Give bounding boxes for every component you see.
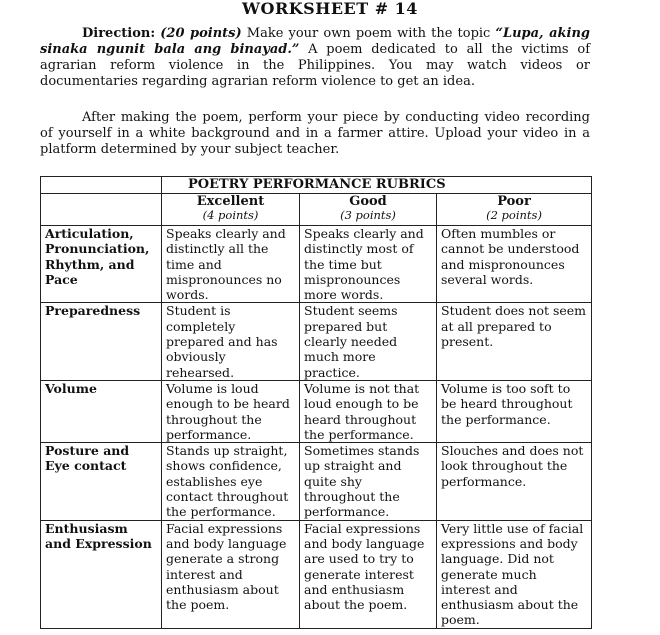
poor-cell: Slouches and does not look throughout the performance. [437,443,592,520]
good-cell: Sometimes stands up straight and quite shy throughout the performance. [300,443,437,520]
column-label: Excellent [196,194,265,209]
direction-text-before: Make your own poem with the topic [241,26,496,41]
column-points: (2 points) [486,208,542,222]
rubric-header-row [41,194,592,226]
criterion-cell: Volume [41,380,162,442]
criterion-header [41,194,162,226]
poor-cell: Volume is too soft to be heard throughout the performance. [437,380,592,442]
rubric-row-volume [41,380,592,442]
instructions-paragraph [40,110,590,158]
rubric-row-articulation [41,226,592,303]
good-cell: Speaks clearly and distinctly most of the time but mispronounces more words. [300,226,437,303]
column-header-excellent [162,194,300,226]
rubric-table [40,176,592,629]
column-label: Good [349,194,387,209]
excellent-cell: Facial expressions and body language generate a strong interest and enthusiasm about the poem. [162,520,300,628]
excellent-cell: Student is completely prepared and has obviously rehearsed. [162,303,300,380]
column-header-good [300,194,437,226]
column-label: Poor [497,194,531,209]
direction-text-after: A poem dedicated to all the victims of agrarian reform violence in the Philippines. You may watch videos or documentaries regarding agrarian reform violence to get an idea. [40,42,591,89]
excellent-cell: Speaks clearly and distinctly all the time and mispronounces no words. [162,226,300,303]
column-points: (4 points) [202,208,259,222]
poor-cell: Often mumbles or cannot be understood and mispronounces several words. [437,226,592,303]
column-points: (3 points) [340,208,396,222]
good-cell: Facial expressions and body language are used to try to generate interest and enthusiasm about the poem. [300,520,437,628]
rubric-row-enthusiasm [41,520,592,628]
instructions-text: After making the poem, perform your piece by conducting video recording of yourself in a white background and in a farmer attire. Upload your video in a platform determined by your subject teacher. [40,110,590,157]
direction-label: Direction: [82,26,156,41]
criterion-cell: Enthusiasm and Expression [41,520,162,628]
rubric-caption: POETRY PERFORMANCE RUBRICS [162,177,592,194]
poor-cell: Very little use of facial expressions and body language. Did not generate much interest and enthusiasm about the poem. [437,520,592,628]
rubric-row-preparedness [41,303,592,380]
good-cell: Volume is not that loud enough to be heard throughout the performance. [300,380,437,442]
poem-topic: “Lupa, aking sinaka ngunit bala ang binayad.” [40,26,590,57]
criterion-cell: Articulation, Pronunciation, Rhythm, and Pace [41,226,162,303]
criterion-cell: Posture and Eye contact [41,443,162,520]
worksheet-title: WORKSHEET # 14 [242,0,418,18]
direction-points: (20 points) [160,26,242,41]
good-cell: Student seems prepared but clearly needed much more practice. [300,303,437,380]
excellent-cell: Volume is loud enough to be heard throughout the performance. [162,380,300,442]
poor-cell: Student does not seem at all prepared to present. [437,303,592,380]
direction-paragraph [40,26,590,90]
column-header-poor [437,194,592,226]
rubric-row-posture [41,443,592,520]
criterion-cell: Preparedness [41,303,162,380]
excellent-cell: Stands up straight, shows confidence, establishes eye contact throughout the performance. [162,443,300,520]
